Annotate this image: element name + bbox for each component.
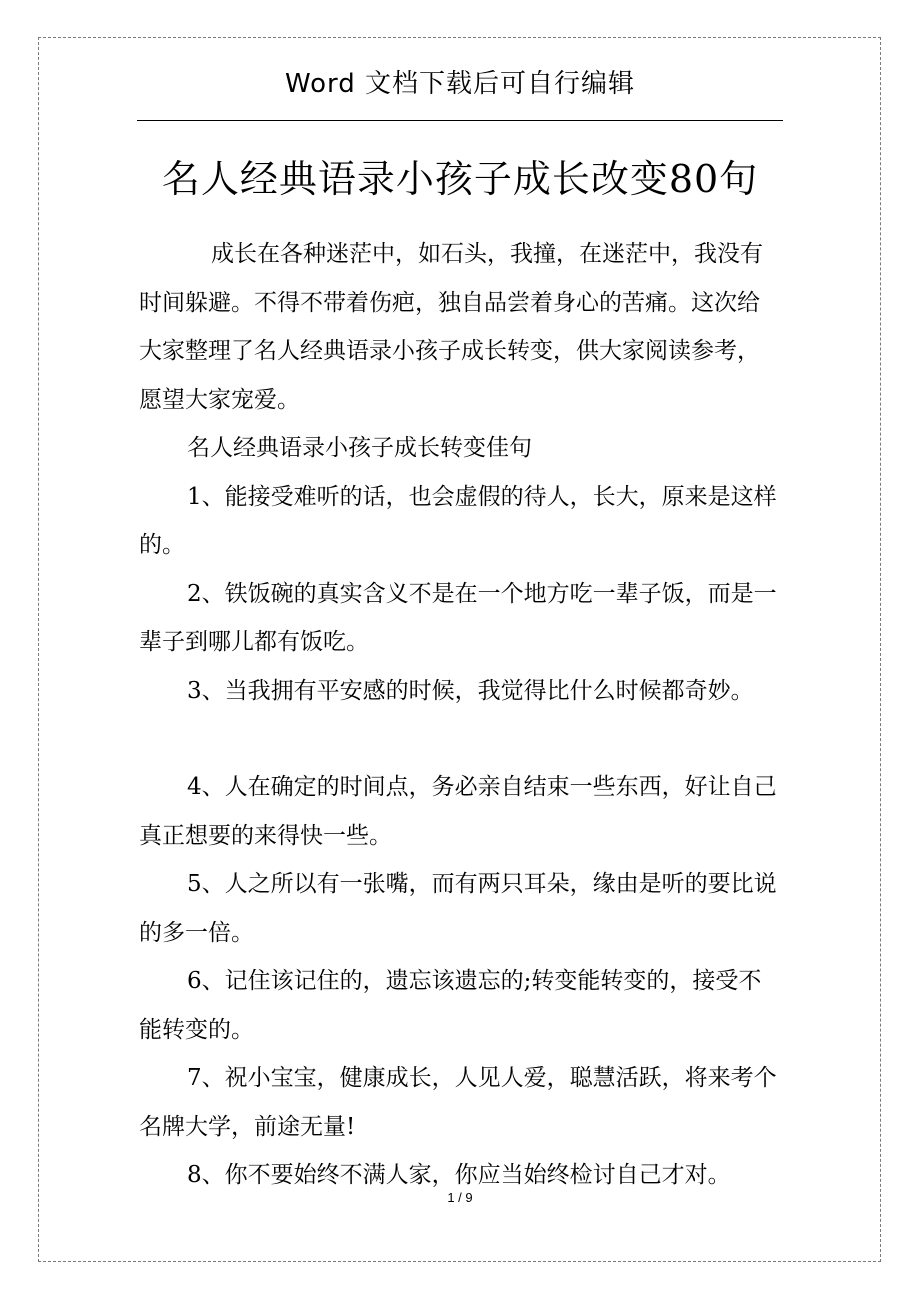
page-number: 1 / 9 (447, 1190, 473, 1205)
quote-item: 6、记住该记住的，遗忘该遗忘的;转变能转变的，接受不能转变的。 (139, 968, 762, 1043)
intro-paragraph: 成长在各种迷茫中，如石头，我撞，在迷茫中，我没有时间躲避。不得不带着伤疤，独自品尝着身心的苦痛。这次给大家整理了名人经典语录小孩子成长转变，供大家阅读参考，愿望大家宠爱。 (139, 241, 763, 413)
section-heading: 名人经典语录小孩子成长转变佳句 (187, 435, 532, 461)
quote-item: 2、铁饭碗的真实含义不是在一个地方吃一辈子饭，而是一辈子到哪儿都有饭吃。 (139, 580, 777, 655)
header-divider (137, 120, 783, 121)
document-title: 名人经典语录小孩子成长改变80句 (161, 157, 759, 201)
quote-item: 3、当我拥有平安感的时候，我觉得比什么时候都奇妙。 (187, 677, 754, 704)
quote-item: 7、祝小宝宝，健康成长，人见人爱，聪慧活跃，将来考个名牌大学，前途无量! (139, 1065, 777, 1140)
document-body (139, 230, 779, 1200)
quote-item: 8、你不要始终不满人家，你应当始终检讨自己才对。 (187, 1162, 731, 1188)
quote-item: 5、人之所以有一张嘴，而有两只耳朵，缘由是听的要比说的多一倍。 (139, 871, 777, 946)
page-header: Word 文档下载后可自行编辑 (284, 69, 636, 99)
quote-item: 1、能接受难听的话，也会虚假的待人，长大，原来是这样的。 (139, 483, 777, 558)
quote-item: 4、人在确定的时间点，务必亲自结束一些东西，好让自己真正想要的来得快一些。 (139, 774, 777, 849)
